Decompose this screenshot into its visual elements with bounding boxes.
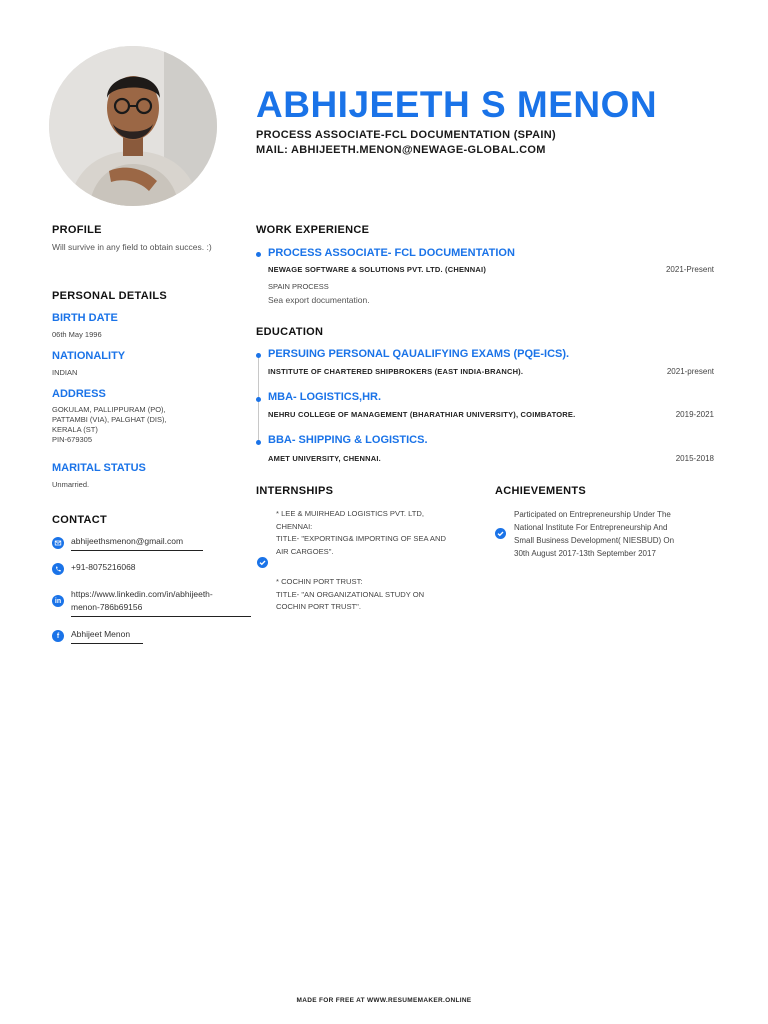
- work-detail-2: Sea export documentation.: [268, 295, 370, 305]
- education-date-1: 2021-present: [666, 367, 714, 376]
- achievements-heading: ACHIEVEMENTS: [495, 485, 586, 497]
- contact-email[interactable]: abhijeethsmenon@gmail.com: [71, 535, 203, 551]
- contact-facebook-row[interactable]: [52, 628, 143, 644]
- education-org-2: NEHRU COLLEGE OF MANAGEMENT (BHARATHIAR UNIVERSITY), COIMBATORE.: [268, 410, 576, 419]
- work-detail-1: SPAIN PROCESS: [268, 282, 329, 291]
- nationality-value: INDIAN: [52, 368, 78, 377]
- check-icon: [495, 528, 506, 539]
- contact-heading: CONTACT: [52, 514, 108, 526]
- linkedin-line: https://www.linkedin.com/in/abhijeeth-: [71, 589, 213, 599]
- profile-text: Will survive in any field to obtain succes. :): [52, 242, 212, 252]
- timeline-dot: [256, 397, 261, 402]
- marital-status-label: MARITAL STATUS: [52, 462, 146, 474]
- education-title-1: PERSUING PERSONAL QAUALIFYING EXAMS (PQE-ICS).: [268, 348, 570, 360]
- education-heading: EDUCATION: [256, 326, 324, 338]
- work-experience-heading: WORK EXPERIENCE: [256, 224, 370, 236]
- internship-line: TITLE- "AN ORGANIZATIONAL STUDY ON: [276, 589, 425, 599]
- contact-facebook[interactable]: Abhijeet Menon: [71, 628, 143, 644]
- check-icon: [257, 557, 268, 568]
- achievement-line: Small Business Development( NIESBUD) On: [514, 536, 675, 545]
- achievement-line: National Institute For Entrepreneurship And: [514, 523, 668, 532]
- achievement-text: [514, 508, 674, 560]
- job-subtitle: PROCESS ASSOCIATE-FCL DOCUMENTATION (SPAIN): [256, 129, 556, 141]
- birth-date-label: BIRTH DATE: [52, 312, 118, 324]
- contact-linkedin[interactable]: [71, 588, 251, 617]
- work-company: NEWAGE SOFTWARE & SOLUTIONS PVT. LTD. (CHENNAI): [268, 265, 487, 274]
- work-date: 2021-Present: [665, 265, 714, 274]
- header-mail: MAIL: ABHIJEETH.MENON@NEWAGE-GLOBAL.COM: [256, 144, 546, 156]
- internship-line: AIR CARGOES".: [276, 546, 334, 556]
- address-value: [52, 405, 167, 445]
- birth-date-value: 06th May 1996: [52, 330, 102, 339]
- marital-status-value: Unmarried.: [52, 480, 90, 489]
- internship-line: * COCHIN PORT TRUST:: [276, 577, 363, 586]
- email-icon: [52, 537, 64, 549]
- internship-line: * LEE & MUIRHEAD LOGISTICS PVT. LTD,: [276, 509, 424, 518]
- facebook-icon: f: [52, 630, 64, 642]
- address-line: KERALA (ST): [52, 425, 98, 434]
- work-title: PROCESS ASSOCIATE- FCL DOCUMENTATION: [268, 247, 515, 259]
- education-title-3: BBA- SHIPPING & LOGISTICS.: [268, 434, 428, 446]
- profile-photo: [49, 46, 217, 206]
- timeline-dot: [256, 440, 261, 445]
- internship-line: COCHIN PORT TRUST".: [276, 602, 361, 611]
- candidate-name: ABHIJEETH S MENON: [256, 84, 658, 125]
- address-line: GOKULAM, PALLIPPURAM (PO),: [52, 405, 166, 414]
- contact-email-row[interactable]: [52, 535, 203, 551]
- timeline-dot: [256, 252, 261, 257]
- internship-1: [276, 508, 446, 558]
- address-line: PIN-679305: [52, 435, 93, 444]
- nationality-label: NATIONALITY: [52, 350, 126, 362]
- internship-2: [276, 576, 424, 614]
- education-date-3: 2015-2018: [675, 454, 714, 463]
- achievement-line: 30th August 2017-13th September 2017: [514, 549, 656, 558]
- internship-line: TITLE- "EXPORTING& IMPORTING OF SEA AND: [276, 534, 446, 543]
- education-title-2: MBA- LOGISTICS,HR.: [268, 391, 382, 403]
- contact-linkedin-row[interactable]: [52, 588, 251, 617]
- education-date-2: 2019-2021: [675, 410, 714, 419]
- internship-line: CHENNAI:: [276, 521, 313, 531]
- timeline-dot: [256, 353, 261, 358]
- phone-icon: [52, 563, 64, 575]
- education-org-1: INSTITUTE OF CHARTERED SHIPBROKERS (EAST INDIA-BRANCH).: [268, 367, 524, 376]
- profile-photo-image: [49, 46, 217, 206]
- education-org-3: AMET UNIVERSITY, CHENNAI.: [268, 454, 381, 463]
- contact-phone[interactable]: +91-8075216068: [71, 562, 136, 572]
- address-label: ADDRESS: [52, 388, 106, 400]
- achievement-line: Participated on Entrepreneurship Under The: [514, 510, 671, 519]
- contact-phone-row[interactable]: [52, 561, 136, 576]
- internships-heading: INTERNSHIPS: [256, 485, 334, 497]
- linkedin-line: menon-786b69156: [71, 602, 143, 612]
- address-line: PATTAMBI (VIA), PALGHAT (DIS),: [52, 415, 167, 424]
- personal-details-heading: PERSONAL DETAILS: [52, 290, 168, 302]
- profile-heading: PROFILE: [52, 224, 102, 236]
- footer-credit: MADE FOR FREE AT WWW.RESUMEMAKER.ONLINE: [296, 997, 472, 1004]
- linkedin-icon: in: [52, 595, 64, 607]
